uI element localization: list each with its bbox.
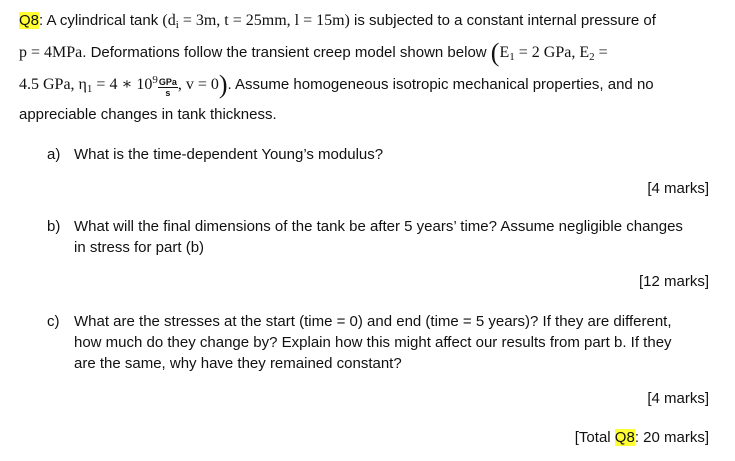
part-label: b): [47, 218, 61, 235]
marks-label: [4 marks]: [647, 180, 709, 197]
intro-line-3: [19, 72, 654, 98]
part-label: a): [47, 146, 61, 163]
part-text-line: how much do they change by? Explain how this might affect our results from part b. If they: [74, 334, 672, 351]
gpa-per-s-fraction: $\frac{\text{GPa}}{s}$: [158, 77, 177, 98]
total-prefix: [Total: [574, 429, 615, 446]
intro-line-4: [19, 106, 277, 123]
moduli-math: $E_1 = 2$ GPa, $E_2$ =: [499, 44, 608, 63]
paren-open: (: [490, 38, 500, 67]
intro-text: : A cylindrical tank: [39, 12, 163, 29]
intro-text-3: . Assume homogeneous isotropic mechanical properties, and no: [227, 76, 654, 93]
part-text-line: What will the final dimensions of the tank be after 5 years’ time? Assume negligible changes: [74, 218, 683, 235]
intro-text-4: appreciable changes in tank thickness.: [19, 106, 277, 123]
part-text-line: in stress for part (b): [74, 239, 205, 256]
part-text-line: What is the time-dependent Young’s modulus?: [74, 146, 384, 163]
part-text-line: What are the stresses at the start (time = 0) and end (time = 5 years)? If they are different,: [74, 313, 672, 330]
part-text-line: are the same, why have they remained constant?: [74, 355, 402, 372]
part-label: c): [47, 313, 60, 330]
question-number-highlight: Q8: [19, 12, 40, 29]
intro-line-2: [19, 40, 608, 66]
intro-line-1: [19, 12, 656, 31]
tank-dimensions-math: ($d_i = 3m$, t = 25mm, l = 15m): [162, 12, 350, 31]
paren-close: ): [218, 70, 228, 99]
intro-text-tail: is subjected to a constant internal pressure of: [349, 12, 656, 29]
intro-text-2: . Deformations follow the transient creep model shown below: [82, 44, 491, 61]
total-suffix: : 20 marks]: [634, 429, 709, 446]
total-marks: [575, 429, 709, 446]
question-number-highlight: Q8: [614, 429, 635, 446]
viscosity-math: 4.5 GPa, $\eta_1 = 4$ ∗ $10^9$ $\frac{\text{GPa}}{s}$ , v = 0: [19, 74, 219, 98]
marks-label: [4 marks]: [647, 390, 709, 407]
pressure-math: p = 4MPa: [19, 44, 83, 61]
marks-label: [12 marks]: [638, 273, 709, 290]
